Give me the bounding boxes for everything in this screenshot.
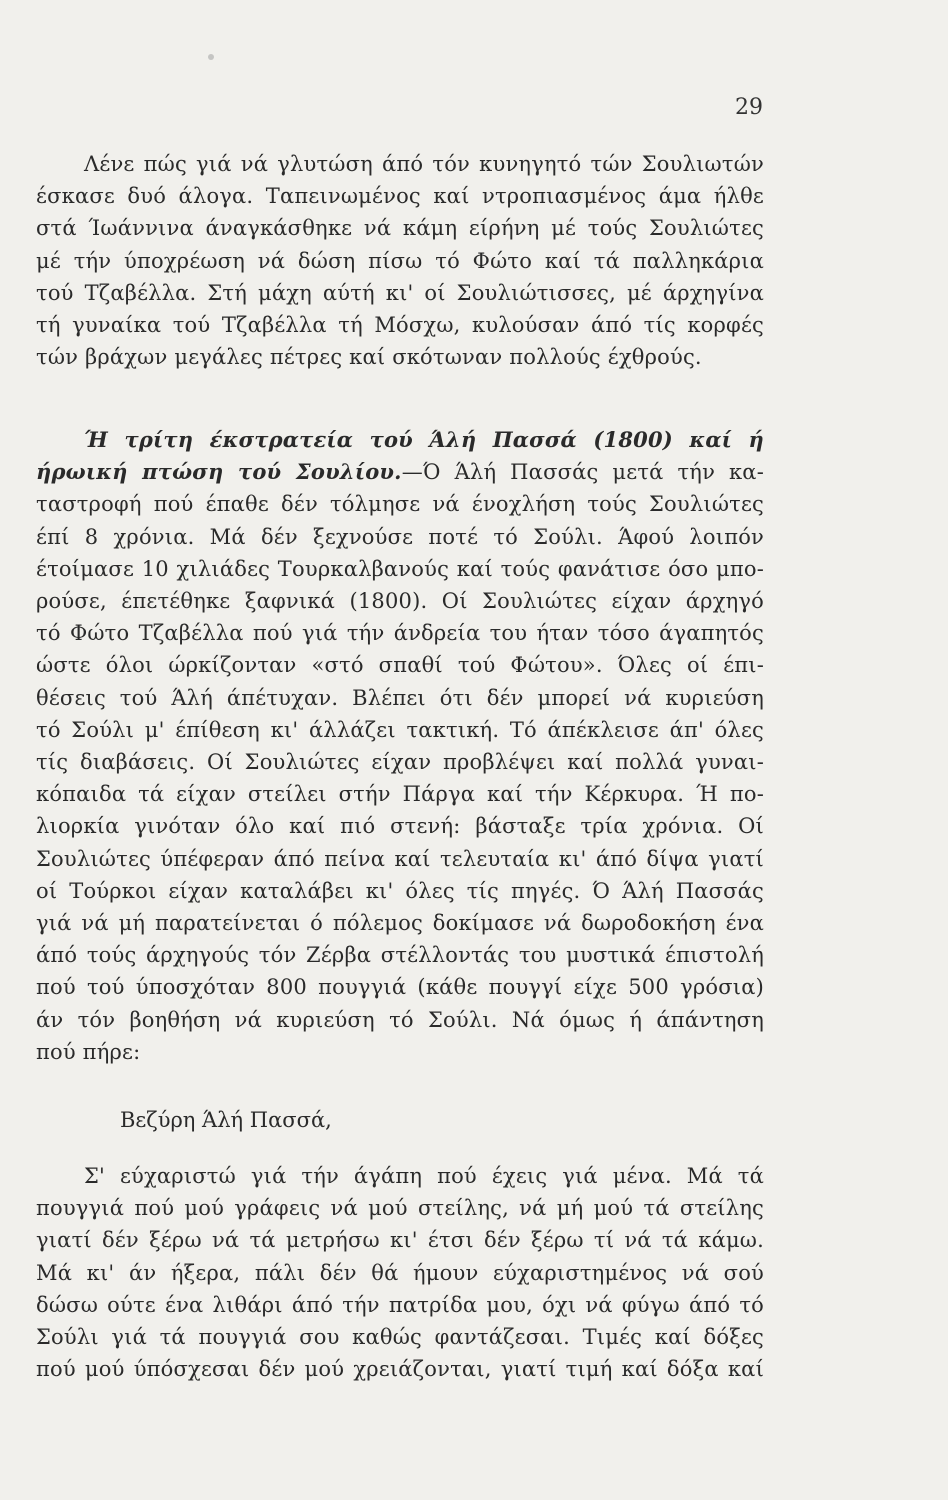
- text-line: θέσεις τού Άλή άπέτυχαν. Βλέπει ότι δέν μπορεί νά κυριεύση: [36, 685, 764, 710]
- print-speck: [208, 54, 214, 60]
- text-line: άπό τούς άρχηγούς τόν Ζέρβα στέλλοντάς του μυστικά έπιστολή: [36, 943, 764, 968]
- section-heading-part1: Ή τρίτη έκστρατεία τού Άλή Πασσά (1800) καί ή: [84, 427, 764, 452]
- paragraph-1: [36, 148, 764, 373]
- text-line: τό Φώτο Τζαβέλλα πού γιά τήν άνδρεία του ήταν τόσο άγαπητός: [36, 621, 764, 646]
- text-line: πουγγιά πού μού γράφεις νά μού στείλης, νά μή μού τά στείλης: [36, 1196, 764, 1221]
- text-line: ώστε όλοι ώρκίζονταν «στό σπαθί τού Φώτου». Όλες οί έπι-: [36, 653, 764, 678]
- text-line: Σουλιώτες ύπέφεραν άπό πείνα καί τελευταία κι' άπό δίψα γιατί: [36, 846, 764, 871]
- section-heading-line: [36, 424, 764, 456]
- text-line: έσκασε δυό άλογα. Ταπεινωμένος καί ντροπιασμένος άμα ήλθε: [36, 184, 764, 209]
- text-line: πού τού ύποσχόταν 800 πουγγιά (κάθε πουγγί είχε 500 γρόσια): [36, 975, 764, 1000]
- text-line: τού Τζαβέλλα. Στή μάχη αύτή κι' οί Σουλιώτισσες, μέ άρχηγίνα: [36, 280, 764, 305]
- text-line: πού πήρε:: [36, 1039, 141, 1064]
- text-line: μέ τήν ύποχρέωση νά δώση πίσω τό Φώτο καί τά παλληκάρια: [36, 248, 764, 273]
- text-line: έπί 8 χρόνια. Μά δέν ξεχνούσε ποτέ τό Σούλι. Άφού λοιπόν: [36, 524, 764, 549]
- text-line: Λένε πώς γιά νά γλυτώση άπό τόν κυνηγητό τών Σουλιωτών: [84, 152, 764, 176]
- text-line: τό Σούλι μ' έπίθεση κι' άλλάζει τακτική. Τό άπέκλεισε άπ' όλες: [36, 717, 764, 742]
- text-line: γιατί δέν ξέρω νά τά μετρήσω κι' έτσι δέν ξέρω τί νά τά κάμω.: [36, 1228, 764, 1253]
- text-line: ρούσε, έπετέθηκε ξαφνικά (1800). Οί Σουλιώτες είχαν άρχηγό: [36, 589, 764, 614]
- letter-salutation: Βεζύρη Άλή Πασσά,: [120, 1108, 332, 1132]
- section-heading-part2: ήρωική πτώση τού Σουλίου.: [36, 459, 402, 485]
- section-heading-line-2: [36, 456, 764, 488]
- text-line: Μά κι' άν ήξερα, πάλι δέν θά ήμουν εύχαριστημένος νά σού: [36, 1260, 764, 1285]
- text-line: γιά νά μή παρατείνεται ό πόλεμος δοκίμασε νά δωροδοκήση ένα: [36, 911, 764, 936]
- text-line: ταστροφή πού έπαθε δέν τόλμησε νά ένοχλήση τούς Σουλιώτες: [36, 492, 764, 517]
- text-line: Σούλι γιά τά πουγγιά σου καθώς φαντάζεσαι. Τιμές καί δόξες: [36, 1325, 764, 1350]
- text-line: λιορκία γινόταν όλο καί πιό στενή: βάσταξε τρία χρόνια. Οί: [36, 814, 764, 839]
- text-line: πού μού ύπόσχεσαι δέν μού χρειάζονται, γιατί τιμή καί δόξα καί: [36, 1357, 764, 1382]
- text-line: έτοίμασε 10 χιλιάδες Τουρκαλβανούς καί τούς φανάτισε όσο μπο-: [36, 556, 764, 581]
- paragraph-2: [36, 424, 764, 1068]
- text-fragment: —Ό Άλή Πασσάς μετά τήν κα-: [401, 460, 764, 485]
- paragraph-3: [36, 1160, 764, 1385]
- text-line: κόπαιδα τά είχαν στείλει στήν Πάργα καί τήν Κέρκυρα. Ή πο-: [36, 782, 764, 807]
- text-line: δώσω ούτε ένα λιθάρι άπό τήν πατρίδα μου, όχι νά φύγω άπό τό: [36, 1292, 764, 1317]
- text-line: τή γυναίκα τού Τζαβέλλα τή Μόσχω, κυλούσαν άπό τίς κορφές: [36, 313, 764, 338]
- text-line: Σ' εύχαριστώ γιά τήν άγάπη πού έχεις γιά μένα. Μά τά: [84, 1164, 764, 1188]
- text-line: τίς διαβάσεις. Οί Σουλιώτες είχαν προβλέψει καί πολλά γυναι-: [36, 750, 764, 775]
- text-line: άν τόν βοηθήση νά κυριεύση τό Σούλι. Νά όμως ή άπάντηση: [36, 1007, 764, 1032]
- page-number: 29: [735, 95, 763, 120]
- text-line: οί Τούρκοι είχαν καταλάβει κι' όλες τίς πηγές. Ό Άλή Πασσάς: [36, 878, 764, 903]
- text-line: τών βράχων μεγάλες πέτρες καί σκότωναν πολλούς έχθρούς.: [36, 345, 702, 370]
- text-line: στά Ίωάννινα άναγκάσθηκε νά κάμη είρήνη μέ τούς Σουλιώτες: [36, 216, 764, 241]
